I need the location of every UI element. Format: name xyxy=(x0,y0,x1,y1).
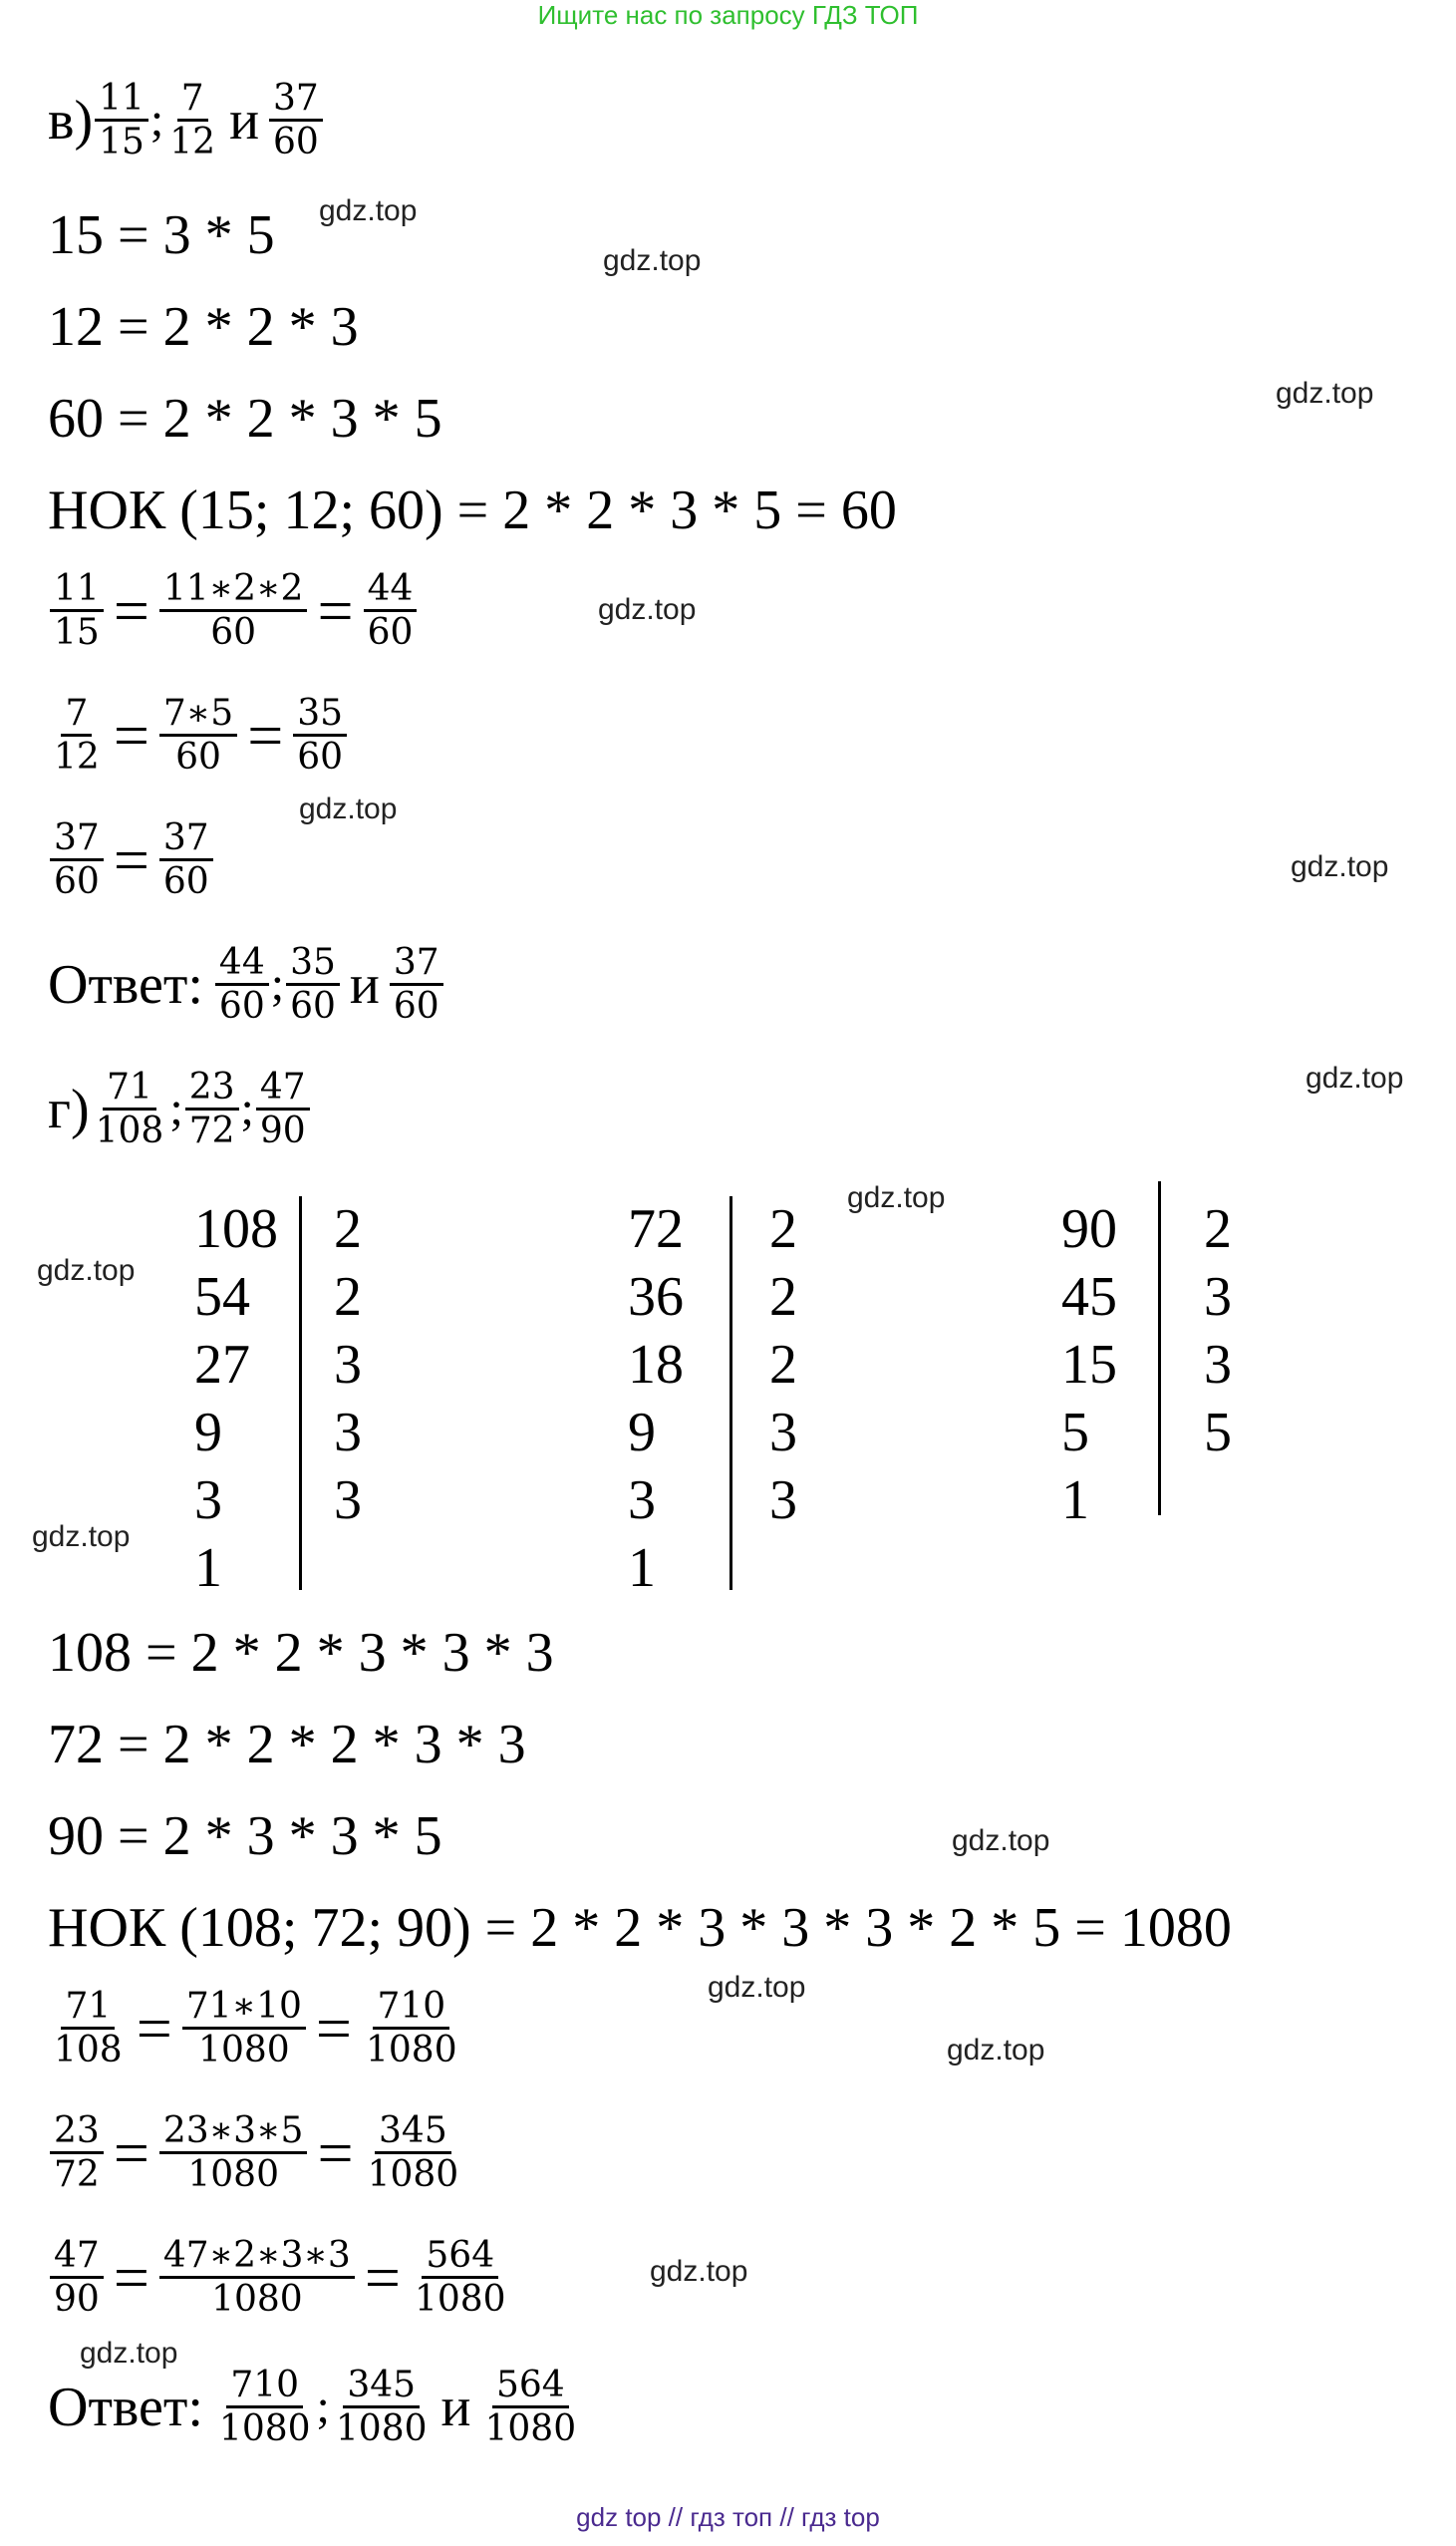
answer-row: Ответ: $\frac{710}{1080}$ ; $\frac{345}{1080}$ и $\frac{564}{1080}$ xyxy=(48,2365,577,2450)
watermark: gdz.top xyxy=(952,1824,1050,1857)
watermark: gdz.top xyxy=(708,1971,806,2004)
factor-line: 72 = 2 * 2 * 2 * 3 * 3 xyxy=(48,1714,526,1775)
lcm-line: НОК (15; 12; 60) = 2 * 2 * 3 * 5 = 60 xyxy=(48,479,897,541)
conversion-row: $\frac{23}{72}$ = $\frac{23∗3∗5}{1080}$ = $\frac{345}{1080}$ xyxy=(48,2110,464,2196)
footer-links[interactable]: gdz top // гдз топ // гдз top xyxy=(576,2502,880,2532)
conversion-row: $\frac{47}{90}$ = $\frac{47∗2∗3∗3}{1080}$ = $\frac{564}{1080}$ xyxy=(48,2235,512,2321)
watermark: gdz.top xyxy=(1291,850,1389,883)
factor-line: 108 = 2 * 2 * 3 * 3 * 3 xyxy=(48,1622,554,1684)
factor-line: 90 = 2 * 3 * 3 * 5 xyxy=(48,1805,442,1867)
conversion-row: $\frac{7}{12}$ = $\frac{7∗5}{60}$ = $\frac{35}{60}$ xyxy=(48,693,349,779)
watermark: gdz.top xyxy=(1276,377,1374,410)
watermark: gdz.top xyxy=(947,2034,1045,2067)
watermark: gdz.top xyxy=(650,2255,748,2288)
watermark: gdz.top xyxy=(603,244,702,277)
watermark: gdz.top xyxy=(1306,1062,1404,1095)
conversion-row: $\frac{71}{108}$ = $\frac{71∗10}{1080}$ = $\frac{710}{1080}$ xyxy=(54,1986,457,2071)
conversion-row: $\frac{37}{60}$ = $\frac{37}{60}$ xyxy=(48,817,215,903)
factor-line: 15 = 3 * 5 xyxy=(48,204,275,266)
watermark: gdz.top xyxy=(32,1520,131,1553)
part-g-header: г) $\frac{71}{108}$ ; $\frac{23}{72}$ ; $\frac{47}{90}$ xyxy=(48,1067,312,1152)
part-label: в) xyxy=(48,89,94,152)
watermark: gdz.top xyxy=(37,1254,136,1287)
watermark: gdz.top xyxy=(319,194,418,227)
factor-line: 60 = 2 * 2 * 3 * 5 xyxy=(48,388,442,450)
search-banner[interactable]: Ищите нас по запросу ГДЗ ТОП xyxy=(537,0,919,30)
part-v-header: в) $\frac{11}{15}$ ; $\frac{7}{12}$ и $\frac{37}{60}$ xyxy=(48,78,325,163)
conversion-row: $\frac{11}{15}$ = $\frac{11∗2∗2}{60}$ = $\frac{44}{60}$ xyxy=(48,568,419,654)
watermark: gdz.top xyxy=(598,593,697,626)
watermark: gdz.top xyxy=(80,2337,178,2370)
answer-row: Ответ: $\frac{44}{60}$ ; $\frac{35}{60}$ и $\frac{37}{60}$ xyxy=(48,942,445,1028)
watermark: gdz.top xyxy=(299,793,398,825)
watermark: gdz.top xyxy=(847,1181,946,1214)
part-label: г) xyxy=(48,1078,90,1140)
lcm-line: НОК (108; 72; 90) = 2 * 2 * 3 * 3 * 3 * 2 * 5 = 1080 xyxy=(48,1897,1232,1959)
factor-line: 12 = 2 * 2 * 3 xyxy=(48,296,359,358)
